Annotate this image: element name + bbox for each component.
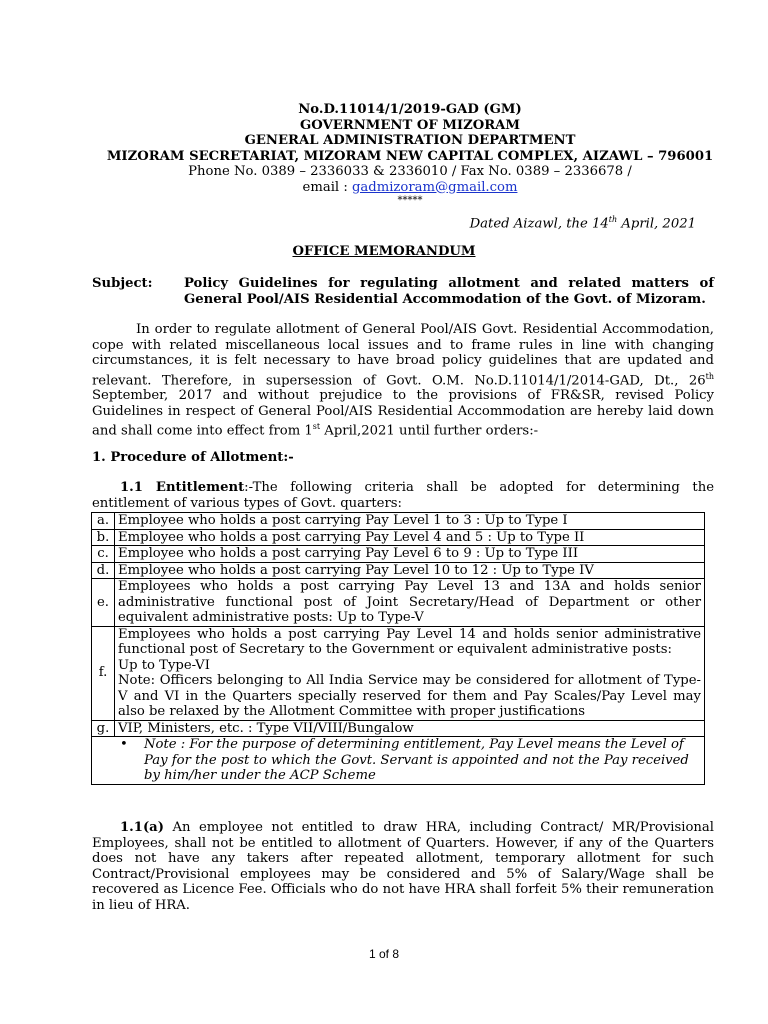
address: MIZORAM SECRETARIAT, MIZORAM NEW CAPITAL COMPLEX, AIZAWL – 796001 — [106, 148, 714, 164]
row-letter: f. — [92, 626, 115, 720]
criteria-line: Employees who holds a post carrying Pay Level 14 and holds senior administrative functional post of Secretary to the Government or equivalent administrative posts: — [118, 626, 701, 657]
government-name: GOVERNMENT OF MIZORAM — [299, 117, 521, 133]
department-name: GENERAL ADMINISTRATION DEPARTMENT — [244, 133, 576, 148]
row-criteria — [115, 562, 705, 579]
row-letter: b. — [92, 529, 115, 546]
bullet-icon: • — [120, 737, 128, 752]
table-note-row — [92, 737, 705, 785]
entitlement-table — [91, 512, 705, 785]
intro-paragraph: In order to regulate allotment of General Pool/AIS Govt. Residential Accommodation, cope with related miscellaneous local issues and to frame rules in line with changing circumstances, it is felt necessary to have broad policy guidelines that are updated and relevant. Therefore, in supersession of Govt. O.M. No.D.11014/1/2014-GAD, Dt., 26th September, 2017 and without prejudice to the provisions of FR&SR, revised Policy Guidelines in respect of General Pool/AIS Residential Accommodation are hereby laid down and shall come into effect from 1st April,2021 until further orders:- — [92, 322, 714, 439]
note-text: Note : For the purpose of determining entitlement, Pay Level means the Level of Pay for the post to which the Govt. Servant is appointed and not the Pay received by him/her under the ACP Scheme — [144, 737, 689, 783]
row-letter: c. — [92, 546, 115, 563]
criteria-line: Employees who holds a post carrying Pay Level 13 and 13A and holds senior administrative functional post of Joint Secretary/Head of Department or other equivalent administrative posts: Up to Type-V — [118, 579, 701, 625]
criteria-line: Employee who holds a post carrying Pay Level 10 to 12 : Up to Type IV — [118, 562, 594, 578]
letterhead — [60, 102, 760, 206]
table-row — [92, 720, 705, 737]
paragraph-1-1a: 1.1(a) An employee not entitled to draw HRA, including Contract/ MR/Provisional Employees, shall not be entitled to allotment of Quarters. However, if any of the Quarters does not have any takers after repeated allotment, temporary allotment for such Contract/Provisional employees may be considered and 5% of Salary/Wage shall be recovered as Licence Fee. Officials who do not have HRA shall forfeit 5% their remuneration in lieu of HRA. — [92, 820, 714, 913]
date-line: Dated Aizawl, the 14th April, 2021 — [469, 215, 696, 232]
criteria-line: Employee who holds a post carrying Pay Level 6 to 9 : Up to Type III — [118, 546, 579, 561]
memorandum-title: OFFICE MEMORANDUM — [292, 244, 476, 259]
table-row — [92, 562, 705, 579]
entitlement-paragraph: 1.1 Entitlement:-The following criteria shall be adopted for determining the entitlement of various types of Govt. quarters: — [92, 480, 714, 511]
row-criteria — [115, 579, 705, 627]
row-criteria — [115, 626, 705, 720]
criteria-line: Employee who holds a post carrying Pay Level 1 to 3 : Up to Type I — [118, 513, 568, 528]
email-link[interactable]: gadmizoram@gmail.com — [351, 179, 518, 195]
criteria-line: VIP, Ministers, etc. : Type VII/VIII/Bungalow — [118, 720, 414, 736]
row-criteria — [115, 546, 705, 563]
subject-text: Policy Guidelines for regulating allotment and related matters of General Pool/AIS Residential Accommodation of the Govt. of Mizoram. — [184, 276, 714, 307]
row-criteria — [115, 513, 705, 530]
row-letter: g. — [92, 720, 115, 737]
row-criteria — [115, 720, 705, 737]
subject-block — [92, 276, 714, 307]
table-row — [92, 579, 705, 627]
table-note — [92, 737, 705, 785]
row-letter: d. — [92, 562, 115, 579]
table-row — [92, 513, 705, 530]
criteria-line: Note: Officers belonging to All India Service may be considered for allotment of Type-V and VI in the Quarters specially reserved for them and Pay Scales/Pay Level may also be relaxed by the Allotment Committee with proper justifications — [118, 673, 701, 719]
criteria-line: Employee who holds a post carrying Pay Level 4 and 5 : Up to Type II — [118, 529, 585, 545]
email-label: email : — [302, 179, 352, 195]
reference-number: No.D.11014/1/2019-GAD (GM) — [298, 102, 522, 117]
section-heading: 1. Procedure of Allotment:- — [92, 450, 294, 465]
row-letter: a. — [92, 513, 115, 530]
table-row — [92, 529, 705, 546]
page-number: 1 of 8 — [368, 947, 400, 961]
table-row — [92, 546, 705, 563]
row-letter: e. — [92, 579, 115, 627]
email-line — [60, 180, 760, 196]
table-row — [92, 626, 705, 720]
separator-stars: ***** — [397, 195, 423, 206]
row-criteria — [115, 529, 705, 546]
criteria-line: Up to Type-VI — [118, 657, 210, 673]
subject-label: Subject: — [92, 276, 153, 291]
entitlement-label: 1.1 Entitlement — [120, 480, 245, 495]
phone-fax: Phone No. 0389 – 2336033 & 2336010 / Fax No. 0389 – 2336678 / — [188, 164, 632, 179]
paragraph-1-1a-label: 1.1(a) — [120, 820, 164, 835]
